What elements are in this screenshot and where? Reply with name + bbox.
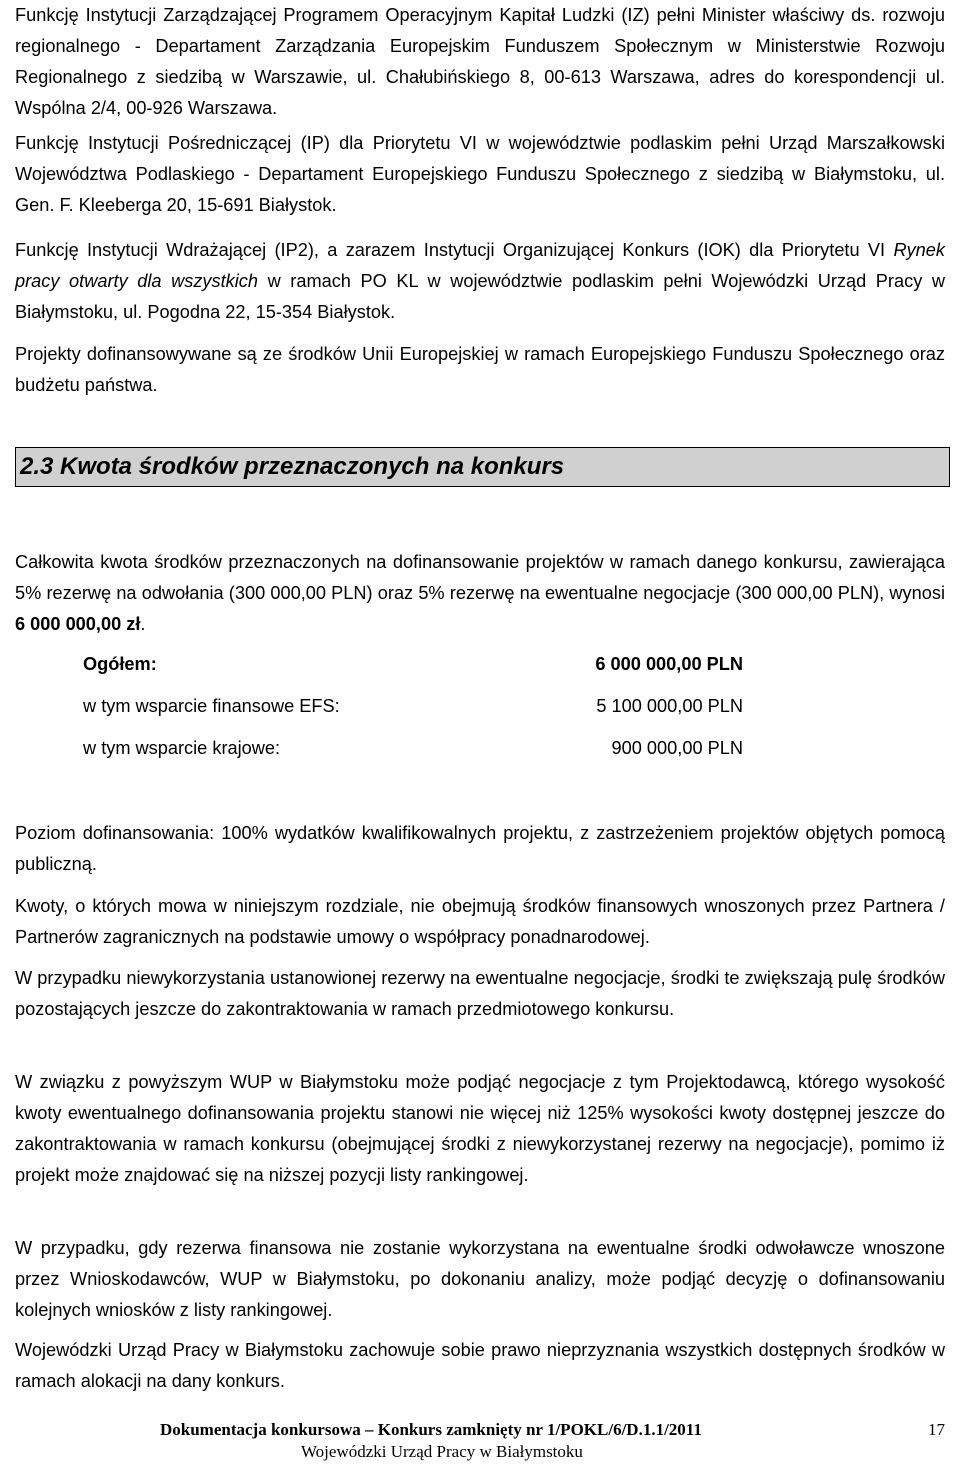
paragraph-appeal-reserve: W przypadku, gdy rezerwa finansowa nie zostanie wykorzystana na ewentualne środki odwoławcze wnoszone przez Wnioskodawców, WUP w Białymstoku, po dokonaniu analizy, może podjąć decyzję o dofinansowaniu kolejnych wniosków z listy rankingowej. bbox=[15, 1238, 945, 1320]
summary-row-total bbox=[83, 649, 743, 679]
summary-row-efs bbox=[83, 691, 743, 721]
summary-label: w tym wsparcie finansowe EFS: bbox=[83, 696, 340, 716]
paragraph-ip: Funkcję Instytucji Pośredniczącej (IP) dla Priorytetu VI w województwie podlaskim pełni Urząd Marszałkowski Województwa Podlaskiego - Departament Europejskiego Funduszu Społecznego z siedzibą w Białymstoku, ul. Gen. F. Kleeberga 20, 15-691 Białystok. bbox=[15, 133, 945, 215]
paragraph-funding-level: Poziom dofinansowania: 100% wydatków kwalifikowalnych projektu, z zastrzeżeniem projektów objętych pomocą publiczną. bbox=[15, 823, 945, 874]
paragraph-negotiations: W związku z powyższym WUP w Białymstoku może podjąć negocjacje z tym Projektodawcą, którego wysokość kwoty ewentualnego dofinansowania projektu stanowi nie więcej niż 125% wysokości kwoty dostępnej jeszcze do zakontraktowania w ramach konkursu (obejmującej środki z niewykorzystanej rezerwy na negocjacje), pomimo iż projekt może znajdować się na niższej pozycji listy rankingowej. bbox=[15, 1072, 945, 1185]
paragraph-ip2 bbox=[15, 235, 945, 328]
summary-value: 5 100 000,00 PLN bbox=[596, 696, 743, 716]
summary-label: Ogółem: bbox=[83, 654, 157, 674]
summary-value: 900 000,00 PLN bbox=[611, 738, 743, 758]
footer-title: Dokumentacja konkursowa – Konkurs zamknięty nr 1/POKL/6/D.1.1/2011 bbox=[160, 1420, 702, 1439]
total-amount-end: . bbox=[140, 614, 146, 634]
section-heading bbox=[15, 447, 950, 487]
priority-name: Rynek pracy otwarty dla wszystkich bbox=[15, 240, 945, 291]
total-amount-text: Całkowita kwota środków przeznaczonych na dofinansowanie projektów w ramach danego konkursu, zawierająca 5% rezerwę na odwołania (300 000,00 PLN) oraz 5% rezerwę na ewentualne negocjacje (300 000,00 PLN), wynosi bbox=[15, 552, 945, 603]
summary-row-national bbox=[83, 733, 743, 763]
paragraph-reservation: Wojewódzki Urząd Pracy w Białymstoku zachowuje sobie prawo nieprzyznania wszystkich dostępnych środków w ramach alokacji na dany konkurs. bbox=[15, 1340, 945, 1391]
section-heading-text: 2.3 Kwota środków przeznaczonych na konkurs bbox=[20, 453, 565, 480]
page-number: 17 bbox=[928, 1420, 945, 1439]
paragraph-unused-reserve: W przypadku niewykorzystania ustanowionej rezerwy na ewentualne negocjacje, środki te zwiększają pulę środków pozostających jeszcze do zakontraktowania w ramach przedmiotowego konkursu. bbox=[15, 968, 945, 1019]
paragraph-iz: Funkcję Instytucji Zarządzającej Programem Operacyjnym Kapitał Ludzki (IZ) pełni Minister właściwy ds. rozwoju regionalnego - Departament Zarządzania Europejskim Funduszem Społecznym w Ministerstwie Rozwoju Regionalnego z siedzibą w Warszawie, ul. Chałubińskiego 8, 00-613 Warszawa, adres do korespondencji ul. Wspólna 2/4, 00-926 Warszawa. bbox=[15, 5, 945, 118]
paragraph-funding-source: Projekty dofinansowywane są ze środków Unii Europejskiej w ramach Europejskiego Funduszu Społecznego oraz budżetu państwa. bbox=[15, 344, 945, 395]
paragraph-ip2-text-end: w ramach PO KL w województwie podlaskim pełni Wojewódzki Urząd Pracy w Białymstoku, ul. Pogodna 22, 15-354 Białystok. bbox=[15, 271, 945, 322]
footer-subtitle: Wojewódzki Urząd Pracy w Białymstoku bbox=[301, 1442, 583, 1461]
page-footer bbox=[0, 1419, 960, 1464]
paragraph-partner-funds: Kwoty, o których mowa w niniejszym rozdziale, nie obejmują środków finansowych wnoszonych przez Partnera / Partnerów zagranicznych na podstawie umowy o współpracy ponadnarodowej. bbox=[15, 896, 945, 947]
summary-value: 6 000 000,00 PLN bbox=[595, 654, 743, 674]
paragraph-ip2-text: Funkcję Instytucji Wdrażającej (IP2), a zarazem Instytucji Organizującej Konkurs (IOK) dla Priorytetu VI bbox=[15, 240, 894, 260]
summary-label: w tym wsparcie krajowe: bbox=[83, 738, 281, 758]
paragraph-total-amount bbox=[15, 547, 945, 640]
total-amount-value: 6 000 000,00 zł bbox=[15, 614, 141, 634]
